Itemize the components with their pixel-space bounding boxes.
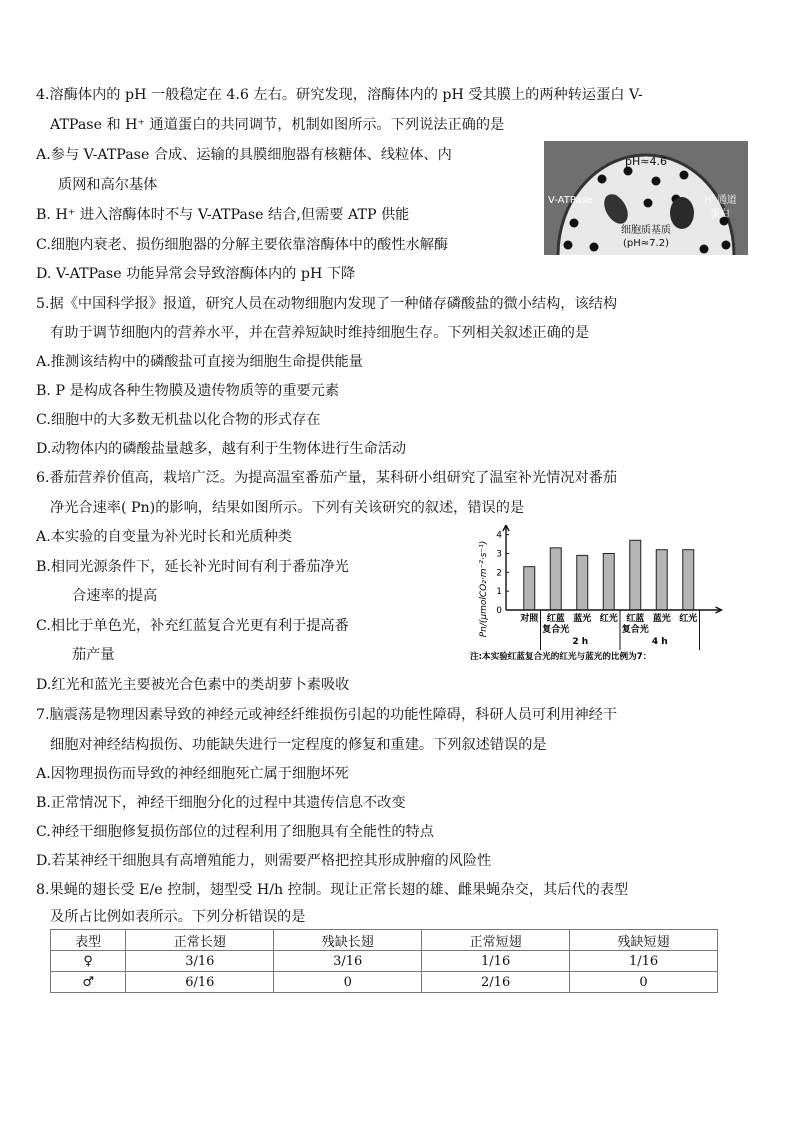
q7-option-c: C.神经干细胞修复损伤部位的过程利用了细胞具有全能性的特点 xyxy=(36,824,434,840)
x-tick-label: 蓝光 xyxy=(652,614,671,624)
q7-stem-line1: 7.脑震荡是物理因素导致的神经元或神经纤维损伤引起的功能性障碍，科研人员可利用神经干 xyxy=(36,707,618,723)
q8-stem-line2: 及所占比例如表所示。下列分析错误的是 xyxy=(50,909,306,925)
h-channel-protein-shape xyxy=(670,197,694,229)
female-label: ♀ xyxy=(51,951,126,972)
q4-option-a-line1: A.参与 V-ATPase 合成、运输的具膜细胞器有核糖体、线粒体、内 xyxy=(36,147,452,163)
phenotype-table xyxy=(50,929,718,993)
q6-option-c-line1: C.相比于单色光，补充红蓝复合光更有利于提高番 xyxy=(36,618,349,634)
table-cell: 3/16 xyxy=(274,951,422,972)
q7-option-d: D.若某神经干细胞具有高增殖能力，则需要严格把控其形成肿瘤的风险性 xyxy=(36,853,492,869)
x-tick-label: 红蓝复合光 xyxy=(542,614,570,635)
y-axis-label: Pn/(μmolCO₂·m⁻²·s⁻¹) xyxy=(479,540,489,638)
h-channel-label-line1: H⁺通道 xyxy=(704,195,737,206)
q5-stem-line1: 5.据《中国科学报》报道，研究人员在动物细胞内发现了一种储存磷酸盐的微小结构，该结构 xyxy=(36,296,618,312)
table-header-cell: 表型 xyxy=(51,930,126,951)
cytosol-label-line2: (pH≈7.2) xyxy=(623,238,669,249)
x-tick-label: 红蓝复合光 xyxy=(621,614,649,635)
table-row xyxy=(51,972,718,993)
h-channel-label-line2: 蛋白 xyxy=(710,209,730,220)
q6-option-d: D.红光和蓝光主要被光合色素中的类胡萝卜素吸收 xyxy=(36,677,350,693)
bar xyxy=(683,550,694,610)
x-tick-label: 对照 xyxy=(520,614,539,624)
q6-option-a: A.本实验的自变量为补光时长和光质种类 xyxy=(36,529,292,545)
group-label: 2 h xyxy=(572,637,589,647)
lysosome-figure xyxy=(544,141,748,255)
bar xyxy=(524,567,535,610)
q5-option-b: B. P 是构成各种生物膜及遗传物质等的重要元素 xyxy=(36,383,340,399)
ph-inside-label: pH≈4.6 xyxy=(625,155,667,168)
q4-option-d: D. V-ATPase 功能异常会导致溶酶体内的 pH 下降 xyxy=(36,266,356,282)
y-tick-label: 2 xyxy=(496,568,502,579)
q6-stem-line2: 净光合速率( Pn)的影响，结果如图所示。下列有关该研究的叙述，错误的是 xyxy=(50,500,525,516)
group-label: 4 h xyxy=(651,637,668,647)
x-tick-label: 蓝光 xyxy=(573,614,592,624)
q7-option-a: A.因物理损伤而导致的神经细胞死亡属于细胞坏死 xyxy=(36,766,349,782)
y-tick-label: 1 xyxy=(496,587,502,598)
bar xyxy=(656,550,667,610)
q6-option-c-line2: 茄产量 xyxy=(72,647,115,663)
cytosol-label-line1: 细胞质基质 xyxy=(621,225,671,236)
q4-option-c: C.细胞内衰老、损伤细胞器的分解主要依靠溶酶体中的酸性水解酶 xyxy=(36,237,449,253)
q6-stem-line1: 6.番茄营养价值高，栽培广泛。为提高温室番茄产量，某科研小组研究了温室补光情况对番茄 xyxy=(36,470,618,486)
vatpase-label: V-ATPase xyxy=(548,195,593,206)
y-tick-label: 0 xyxy=(496,606,502,616)
y-tick-label: 4 xyxy=(496,530,502,541)
q8-stem-line1: 8.果蝇的翅长受 E/e 控制，翅型受 H/h 控制。现让正常长翅的雄、雌果蝇杂交，其后代的表型 xyxy=(36,882,629,898)
q4-stem-line1: 4.溶酶体内的 pH 一般稳定在 4.6 左右。研究发现，溶酶体内的 pH 受其膜上的两种转运蛋白 V- xyxy=(36,87,643,103)
q6-option-b-line2: 合速率的提高 xyxy=(72,588,158,604)
chart-note: 注:本实验红蓝复合光的红光与蓝光的比例为7： xyxy=(470,652,652,662)
table-cell: 0 xyxy=(570,972,718,993)
table-cell: 6/16 xyxy=(126,972,274,993)
q4-option-b: B. H⁺ 进入溶酶体时不与 V-ATPase 结合,但需要 ATP 供能 xyxy=(36,207,410,223)
table-cell: 1/16 xyxy=(422,951,570,972)
bar xyxy=(550,548,561,610)
table-header-cell: 残缺短翅 xyxy=(570,930,718,951)
table-cell: 1/16 xyxy=(570,951,718,972)
table-cell: 2/16 xyxy=(422,972,570,993)
bar xyxy=(577,555,588,610)
bar xyxy=(630,540,641,610)
q5-option-c: C.细胞中的大多数无机盐以化合物的形式存在 xyxy=(36,412,321,428)
y-tick-label: 3 xyxy=(496,549,502,560)
bar xyxy=(603,553,614,610)
table-row xyxy=(51,951,718,972)
q4-stem-line2: ATPase 和 H⁺ 通道蛋白的共同调节，机制如图所示。下列说法正确的是 xyxy=(50,117,505,133)
q5-option-d: D.动物体内的磷酸盐量越多，越有利于生物体进行生命活动 xyxy=(36,441,407,457)
table-header-cell: 正常长翅 xyxy=(126,930,274,951)
q6-option-b-line1: B.相同光源条件下，延长补光时间有利于番茄净光 xyxy=(36,559,349,575)
table-header-row xyxy=(51,930,718,951)
male-label: ♂ xyxy=(51,972,126,993)
q4-option-a-line2: 质网和高尔基体 xyxy=(58,177,158,193)
table-header-cell: 残缺长翅 xyxy=(274,930,422,951)
q7-option-b: B.正常情况下，神经干细胞分化的过程中其遗传信息不改变 xyxy=(36,795,406,811)
table-header-cell: 正常短翅 xyxy=(422,930,570,951)
table-cell: 0 xyxy=(274,972,422,993)
table-cell: 3/16 xyxy=(126,951,274,972)
x-tick-label: 红光 xyxy=(599,614,618,624)
pn-bar-chart xyxy=(470,525,746,665)
x-tick-label: 红光 xyxy=(679,614,698,624)
q5-option-a: A.推测该结构中的磷酸盐可直接为细胞生命提供能量 xyxy=(36,354,363,370)
q5-stem-line2: 有助于调节细胞内的营养水平，并在营养短缺时维持细胞生存。下列相关叙述正确的是 xyxy=(50,325,590,341)
q7-stem-line2: 细胞对神经结构损伤、功能缺失进行一定程度的修复和重建。下列叙述错误的是 xyxy=(50,737,547,753)
